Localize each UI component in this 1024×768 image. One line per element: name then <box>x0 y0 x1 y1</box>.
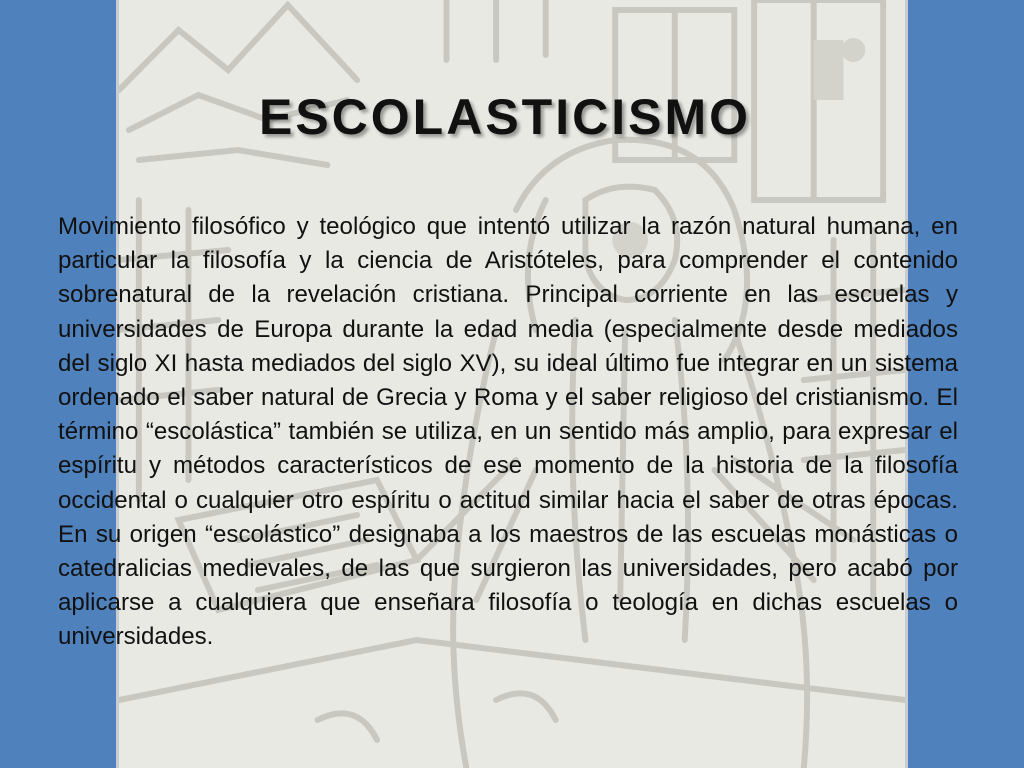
slide-title: ESCOLASTICISMO <box>258 89 752 145</box>
slide-body-text: Movimiento filosófico y teológico que intentó utilizar la razón natural humana, en particular la filosofía y la ciencia de Aristóteles, para comprender el contenido sobrenatural de la revelación cristiana. Principal corriente en las escuelas y universidades de Europa durante la edad media (especialmente desde mediados del siglo XI hasta mediados del siglo XV), su ideal último fue integrar en un sistema ordenado el saber natural de Grecia y Roma y el saber religioso del cristianismo. El término “escolástica” también se utiliza, en un sentido más amplio, para expresar el espíritu y métodos característicos de ese momento de la historia de la filosofía occidental o cualquier otro espíritu o actitud similar hacia el saber de otras épocas. En su origen “escolástico” designaba a los maestros de las escuelas monásticas o catedralicias medievales, de las que surgieron las universidades, pero acabó por aplicarse a cualquiera que enseñara filosofía o teología en dichas escuelas o universidades. <box>58 213 958 651</box>
